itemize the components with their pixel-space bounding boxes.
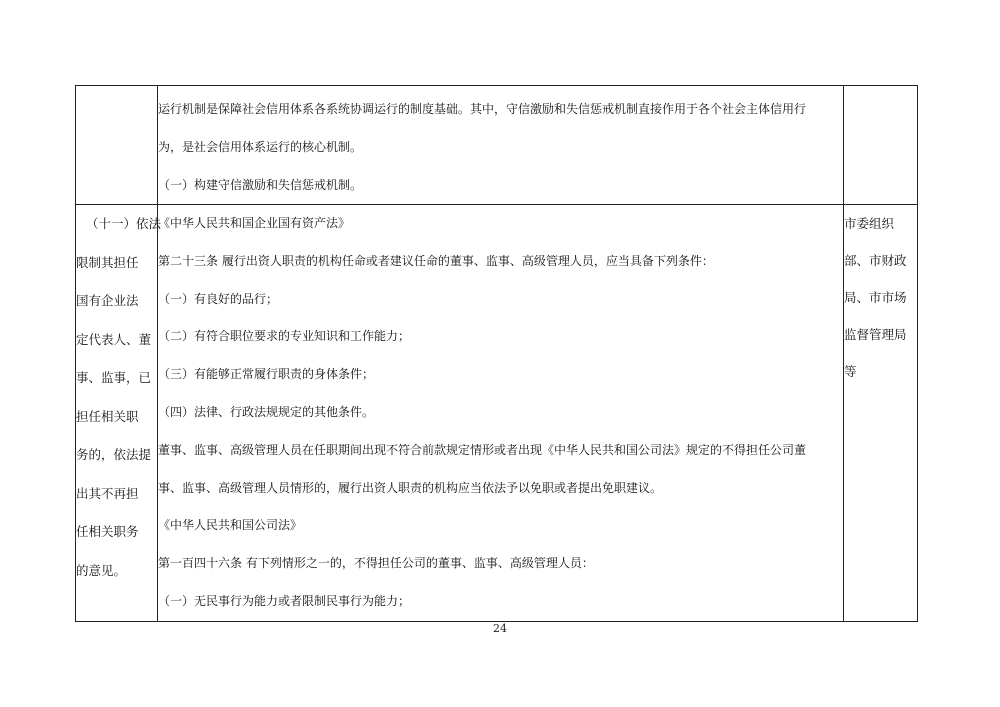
text-line: 《中华人民共和国企业国有资产法》 [158, 216, 351, 230]
text-line: 部、市财政 [844, 253, 907, 268]
basis-cell-continued [158, 86, 844, 205]
text-line: 市委组织 [844, 216, 895, 231]
text-line: （三）有能够正常履行职责的身体条件； [158, 367, 375, 382]
text-line: （四）法律、行政法规规定的其他条件。 [158, 404, 375, 419]
page-number: 24 [493, 622, 507, 635]
table-row-continued [76, 86, 918, 205]
text-line: 《中华人民共和国公司法》 [158, 518, 303, 533]
text-line: （一）无民事行为能力或者限制民事行为能力； [158, 593, 411, 608]
text-line: 出其不再担 [76, 485, 139, 501]
text-line: （一）有良好的品行； [158, 291, 279, 306]
text-line: 担任相关职 [76, 408, 139, 424]
text-line: 监督管理局 [844, 327, 907, 342]
text-line: 等 [844, 364, 857, 379]
item-cell-eleven [76, 205, 162, 622]
text-line: 董事、监事、高级管理人员在任职期间出现不符合前款规定情形或者出现《中华人民共和国公司法》规定的不得担任公司董 [158, 442, 807, 457]
basis-cell-eleven [158, 205, 844, 622]
text-line: 第二十三条 履行出资人职责的机构任命或者建议任命的董事、监事、高级管理人员，应当具备下列条件： [158, 253, 714, 268]
text-line: （二）有符合职位要求的专业知识和工作能力； [158, 329, 411, 344]
text-line: 为，是社会信用体系运行的核心机制。 [158, 140, 363, 154]
text-line: 务的，依法提 [76, 447, 152, 462]
text-line: （十一）依法 [86, 216, 162, 231]
text-line: 定代表人、董 [76, 331, 152, 347]
text-line: 的意见。 [76, 562, 127, 578]
table-row-eleven [76, 205, 918, 622]
text-line: 局、市市场 [844, 290, 907, 305]
text-line: 限制其担任 [76, 254, 139, 270]
text-line: 任相关职务 [76, 524, 139, 539]
item-cell-empty [76, 86, 158, 205]
text-line: （一）构建守信激励和失信惩戒机制。 [158, 178, 363, 192]
text-line: 第一百四十六条 有下列情形之一的，不得担任公司的董事、监事、高级管理人员： [158, 556, 594, 571]
dept-cell-eleven [844, 205, 918, 622]
dept-cell-empty [844, 86, 918, 205]
text-line: 事、监事、高级管理人员情形的，履行出资人职责的机构应当依法予以免职或者提出免职建议。 [158, 480, 663, 495]
text-line: 事、监事，已 [76, 370, 152, 385]
text-line: 运行机制是保障社会信用体系各系统协调运行的制度基础。其中，守信激励和失信惩戒机制直接作用于各个社会主体信用行 [158, 102, 807, 116]
text-line: 国有企业法 [76, 293, 139, 308]
document-table [75, 85, 918, 622]
